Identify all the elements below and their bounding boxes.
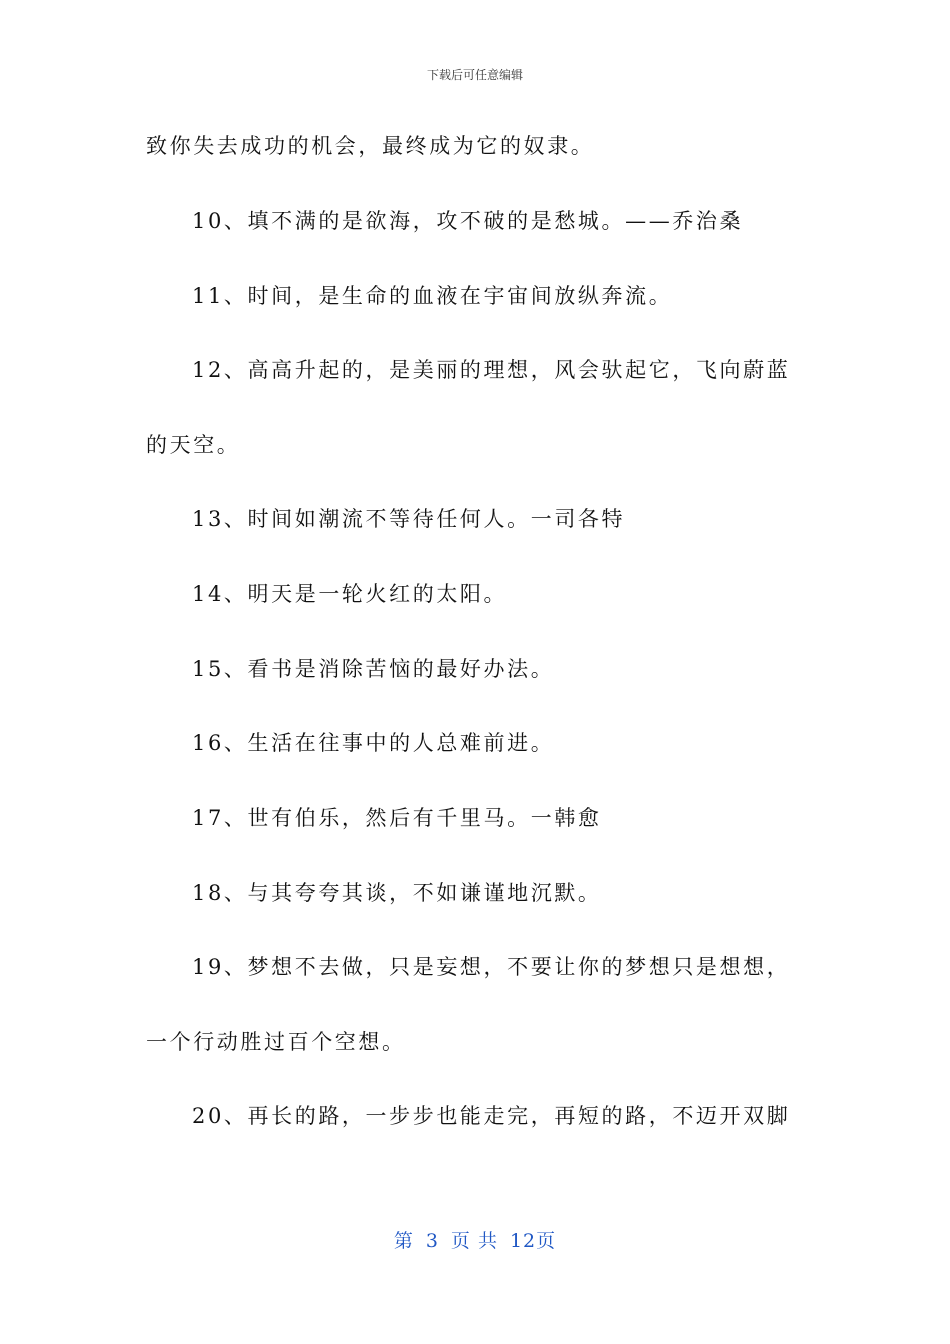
footer-total-pages: 12 xyxy=(509,1230,537,1252)
text-line: 一个行动胜过百个空想。 xyxy=(146,1030,406,1054)
text-line: 18、与其夸夸其谈，不如谦谨地沉默。 xyxy=(192,881,602,905)
text-line: 15、看书是消除苦恼的最好办法。 xyxy=(192,657,555,681)
footer-prefix: 第 xyxy=(393,1230,414,1252)
text-line: 12、高高升起的，是美丽的理想，风会驮起它，飞向蔚蓝 xyxy=(192,358,791,382)
page-header: 下载后可任意编辑 xyxy=(426,68,523,82)
text-line: 20、再长的路，一步步也能走完，再短的路，不迈开双脚 xyxy=(192,1104,791,1128)
text-line: 16、生活在往事中的人总难前进。 xyxy=(192,731,555,755)
text-line: 14、明天是一轮火红的太阳。 xyxy=(192,582,508,606)
footer-mid: 页 共 xyxy=(450,1230,498,1252)
text-line: 19、梦想不去做，只是妄想，不要让你的梦想只是想想， xyxy=(192,955,791,979)
text-line: 10、填不满的是欲海，攻不破的是愁城。——乔治桑 xyxy=(192,209,744,233)
text-line: 的天空。 xyxy=(146,433,241,457)
text-line: 17、世有伯乐，然后有千里马。一韩愈 xyxy=(192,806,602,830)
text-line: 11、时间，是生命的血液在宇宙间放纵奔流。 xyxy=(192,284,673,308)
footer-current-page: 3 xyxy=(425,1230,439,1252)
footer-suffix: 页 xyxy=(536,1230,557,1252)
text-line: 致你失去成功的机会，最终成为它的奴隶。 xyxy=(146,134,595,158)
page-footer xyxy=(0,1226,950,1253)
text-line: 13、时间如潮流不等待任何人。一司各特 xyxy=(192,507,626,531)
